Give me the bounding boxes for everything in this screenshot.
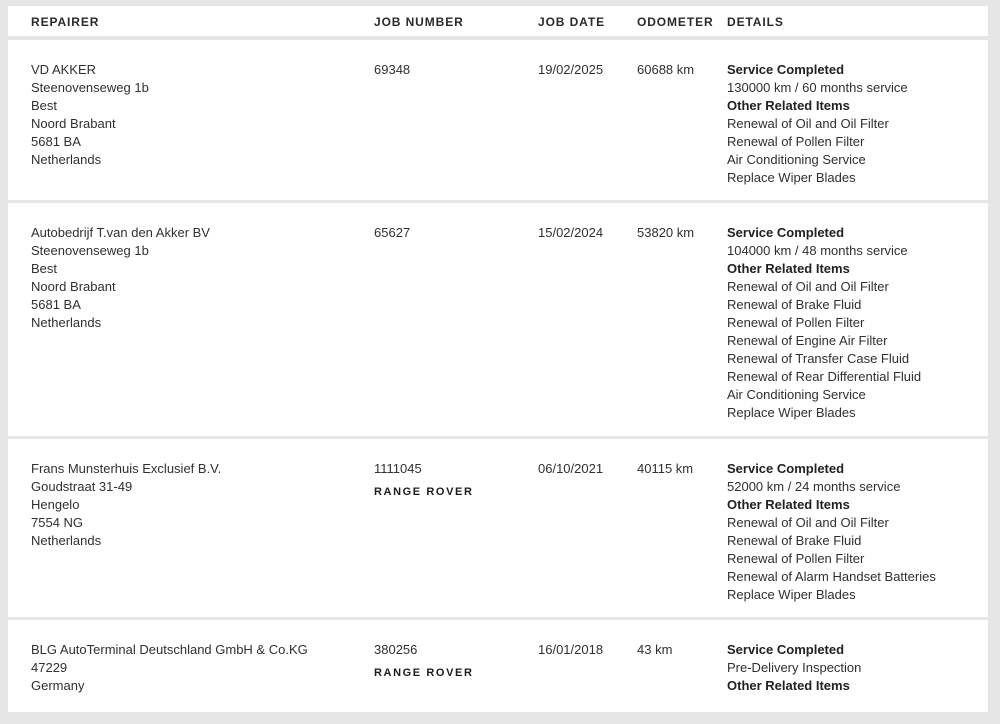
service-completed-title: Service Completed xyxy=(727,62,845,77)
repairer-line: 5681 BA xyxy=(31,134,81,149)
job-number: 1111045 xyxy=(374,461,422,476)
repairer-line: Autobedrijf T.van den Akker BV xyxy=(31,225,210,240)
header-details: DETAILS xyxy=(727,15,784,29)
job-date-cell xyxy=(538,641,633,659)
other-item: Renewal of Alarm Handset Batteries xyxy=(727,569,936,584)
job-number: 380256 xyxy=(374,642,418,657)
other-item: Renewal of Oil and Oil Filter xyxy=(727,116,889,131)
repairer-cell xyxy=(31,641,361,695)
job-date-cell xyxy=(538,460,633,478)
header-odometer: ODOMETER xyxy=(637,15,714,29)
job-number: 69348 xyxy=(374,62,411,77)
odometer-cell xyxy=(637,224,727,242)
header-job-date: JOB DATE xyxy=(538,15,605,29)
service-description: 130000 km / 60 months service xyxy=(727,80,908,95)
repairer-cell xyxy=(31,460,361,550)
repairer-line: Steenovenseweg 1b xyxy=(31,80,149,95)
details-cell xyxy=(727,224,982,422)
repairer-line: Best xyxy=(31,98,58,113)
service-description: 52000 km / 24 months service xyxy=(727,479,901,494)
other-items-title: Other Related Items xyxy=(727,98,850,113)
header-repairer: REPAIRER xyxy=(31,15,100,29)
repairer-line: Steenovenseweg 1b xyxy=(31,243,149,258)
repairer-line: Frans Munsterhuis Exclusief B.V. xyxy=(31,461,222,476)
repairer-cell xyxy=(31,61,361,169)
job-number-cell xyxy=(374,61,524,79)
odometer-cell xyxy=(637,61,727,79)
repairer-line: Germany xyxy=(31,678,85,693)
table-row xyxy=(8,439,988,617)
odometer-cell xyxy=(637,641,727,659)
other-item: Replace Wiper Blades xyxy=(727,405,856,420)
other-item: Replace Wiper Blades xyxy=(727,170,856,185)
other-item: Renewal of Pollen Filter xyxy=(727,315,865,330)
other-items-title: Other Related Items xyxy=(727,497,850,512)
repairer-line: Noord Brabant xyxy=(31,279,116,294)
other-item: Air Conditioning Service xyxy=(727,387,866,402)
service-description: 104000 km / 48 months service xyxy=(727,243,908,258)
service-description: Pre-Delivery Inspection xyxy=(727,660,862,675)
repairer-cell xyxy=(31,224,361,332)
repairer-line: BLG AutoTerminal Deutschland GmbH & Co.KG xyxy=(31,642,308,657)
repairer-line: Netherlands xyxy=(31,315,102,330)
odometer-value: 53820 km xyxy=(637,225,695,240)
table-row xyxy=(8,620,988,712)
other-item: Replace Wiper Blades xyxy=(727,587,856,602)
job-date-cell xyxy=(538,224,633,242)
job-number-cell xyxy=(374,460,524,501)
header-job-number: JOB NUMBER xyxy=(374,15,464,29)
table-row xyxy=(8,40,988,200)
repairer-line: Netherlands xyxy=(31,533,102,548)
repairer-line: 47229 xyxy=(31,660,68,675)
other-item: Renewal of Oil and Oil Filter xyxy=(727,279,889,294)
table-row xyxy=(8,203,988,436)
table-header xyxy=(8,6,988,37)
repairer-line: Noord Brabant xyxy=(31,116,116,131)
other-item: Renewal of Brake Fluid xyxy=(727,297,862,312)
job-date-cell xyxy=(538,61,633,79)
job-date: 16/01/2018 xyxy=(538,642,604,657)
repairer-line: 7554 NG xyxy=(31,515,84,530)
other-items-title: Other Related Items xyxy=(727,678,850,693)
job-date: 15/02/2024 xyxy=(538,225,604,240)
repairer-line: Best xyxy=(31,261,58,276)
details-cell xyxy=(727,61,982,187)
other-item: Renewal of Pollen Filter xyxy=(727,134,865,149)
details-cell xyxy=(727,641,982,695)
other-item: Renewal of Rear Differential Fluid xyxy=(727,369,922,384)
job-number-cell xyxy=(374,224,524,242)
repairer-line: Goudstraat 31-49 xyxy=(31,479,133,494)
odometer-value: 43 km xyxy=(637,642,673,657)
details-cell xyxy=(727,460,982,604)
odometer-cell xyxy=(637,460,727,478)
repairer-line: Netherlands xyxy=(31,152,102,167)
repairer-line: VD AKKER xyxy=(31,62,97,77)
job-number: 65627 xyxy=(374,225,411,240)
odometer-value: 60688 km xyxy=(637,62,695,77)
service-history-table xyxy=(8,6,988,712)
job-number-cell xyxy=(374,641,524,682)
range-rover-logo: RANGE ROVER xyxy=(374,667,474,679)
service-completed-title: Service Completed xyxy=(727,225,845,240)
other-item: Renewal of Oil and Oil Filter xyxy=(727,515,889,530)
job-date: 19/02/2025 xyxy=(538,62,604,77)
odometer-value: 40115 km xyxy=(637,461,694,476)
repairer-line: Hengelo xyxy=(31,497,80,512)
job-date: 06/10/2021 xyxy=(538,461,604,476)
other-items-title: Other Related Items xyxy=(727,261,850,276)
other-item: Renewal of Transfer Case Fluid xyxy=(727,351,910,366)
service-completed-title: Service Completed xyxy=(727,642,845,657)
other-item: Air Conditioning Service xyxy=(727,152,866,167)
range-rover-logo: RANGE ROVER xyxy=(374,486,474,498)
other-item: Renewal of Engine Air Filter xyxy=(727,333,888,348)
repairer-line: 5681 BA xyxy=(31,297,81,312)
service-completed-title: Service Completed xyxy=(727,461,845,476)
other-item: Renewal of Pollen Filter xyxy=(727,551,865,566)
other-item: Renewal of Brake Fluid xyxy=(727,533,862,548)
